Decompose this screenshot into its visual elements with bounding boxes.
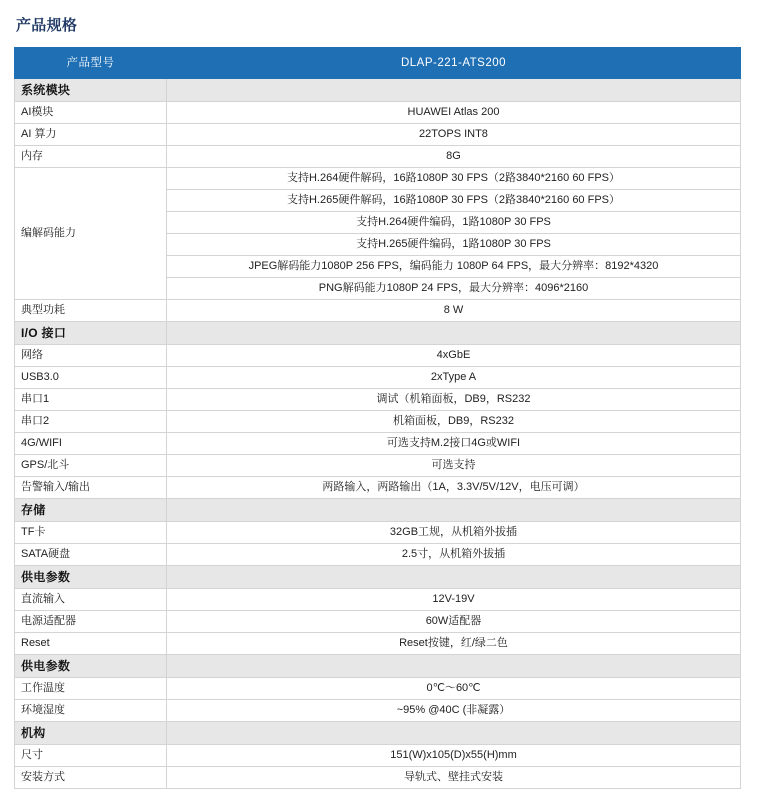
spec-table-body [15, 48, 741, 789]
spec-value: 可选支持M.2接口4G或WIFI [167, 433, 741, 455]
section-header-row [15, 655, 741, 678]
table-row [15, 678, 741, 700]
spec-value-line: PNG解码能力1080P 24 FPS，最大分辨率：4096*2160 [318, 282, 589, 294]
table-row [15, 633, 741, 655]
spec-value: 8G [167, 146, 741, 168]
spec-value: 8 W [167, 300, 741, 322]
header-cell-model-label: 产品型号 [15, 48, 167, 79]
section-title: 机构 [15, 722, 167, 745]
table-row [15, 168, 741, 300]
spec-value: 两路输入，两路输出（1A，3.3V/5V/12V，电压可调） [167, 477, 741, 499]
table-row [15, 146, 741, 168]
section-header-row [15, 322, 741, 345]
spec-label: TF卡 [15, 522, 167, 544]
spec-value: 12V-19V [167, 589, 741, 611]
table-row [15, 367, 741, 389]
table-row [15, 455, 741, 477]
spec-value: 4xGbE [167, 345, 741, 367]
spec-value: 2.5寸，从机箱外拔插 [167, 544, 741, 566]
section-spacer [167, 655, 741, 678]
section-spacer [167, 499, 741, 522]
spec-value: 151(W)x105(D)x55(H)mm [167, 745, 741, 767]
spec-value: 导轨式、壁挂式安装 [167, 767, 741, 789]
product-spec-table [14, 47, 741, 789]
section-header-row [15, 79, 741, 102]
spec-label: 网络 [15, 345, 167, 367]
spec-value: 60W适配器 [167, 611, 741, 633]
spec-label: 串口2 [15, 411, 167, 433]
spec-value [167, 168, 741, 300]
spec-value: ~95% @40C (非凝露） [167, 700, 741, 722]
spec-label: 尺寸 [15, 745, 167, 767]
spec-label: 工作温度 [15, 678, 167, 700]
spec-label: USB3.0 [15, 367, 167, 389]
spec-label: AI 算力 [15, 124, 167, 146]
table-row [15, 411, 741, 433]
section-title: 存储 [15, 499, 167, 522]
table-row [15, 767, 741, 789]
spec-value-line: 支持H.264硬件解码，16路1080P 30 FPS（2路3840*2160 60 FPS） [167, 168, 740, 190]
spec-value: 2xType A [167, 367, 741, 389]
spec-value: 32GB工规，从机箱外拔插 [167, 522, 741, 544]
spec-label: Reset [15, 633, 167, 655]
section-title: 供电参数 [15, 655, 167, 678]
spec-value: 可选支持 [167, 455, 741, 477]
table-row [15, 477, 741, 499]
spec-label: 直流输入 [15, 589, 167, 611]
spec-label: SATA硬盘 [15, 544, 167, 566]
table-row [15, 522, 741, 544]
spec-value-line: JPEG解码能力1080P 256 FPS，编码能力 1080P 64 FPS，最大分辨率：8192*4320 [167, 256, 740, 278]
spec-label: 编解码能力 [15, 168, 167, 300]
spec-value: 调试（机箱面板，DB9，RS232 [167, 389, 741, 411]
section-header-row [15, 566, 741, 589]
spec-value-line: 支持H.265硬件编码，1路1080P 30 FPS [167, 234, 740, 256]
header-cell-model-value: DLAP-221-ATS200 [167, 48, 741, 79]
table-row [15, 102, 741, 124]
section-spacer [167, 566, 741, 589]
table-header-row [15, 48, 741, 79]
spec-label: 告警输入/输出 [15, 477, 167, 499]
section-spacer [167, 79, 741, 102]
table-row [15, 345, 741, 367]
spec-label: 电源适配器 [15, 611, 167, 633]
section-spacer [167, 722, 741, 745]
table-row [15, 700, 741, 722]
spec-label: 环境湿度 [15, 700, 167, 722]
spec-value: Reset按键，红/绿二色 [167, 633, 741, 655]
page-title: 产品规格 [16, 17, 78, 34]
table-row [15, 124, 741, 146]
table-row [15, 544, 741, 566]
spec-label: 内存 [15, 146, 167, 168]
spec-label: 典型功耗 [15, 300, 167, 322]
table-row [15, 745, 741, 767]
section-header-row [15, 722, 741, 745]
section-title: 系统模块 [15, 79, 167, 102]
spec-value: 22TOPS INT8 [167, 124, 741, 146]
spec-value-line: 支持H.264硬件编码，1路1080P 30 FPS [167, 212, 740, 234]
section-header-row [15, 499, 741, 522]
spec-value: HUAWEI Atlas 200 [167, 102, 741, 124]
table-row [15, 300, 741, 322]
spec-value: 机箱面板，DB9，RS232 [167, 411, 741, 433]
table-row [15, 611, 741, 633]
table-row [15, 433, 741, 455]
section-title: 供电参数 [15, 566, 167, 589]
spec-label: 串口1 [15, 389, 167, 411]
spec-label: 安装方式 [15, 767, 167, 789]
spec-value: 0℃～60℃ [167, 678, 741, 700]
section-spacer [167, 322, 741, 345]
spec-label: GPS/北斗 [15, 455, 167, 477]
spec-label: AI模块 [15, 102, 167, 124]
spec-value-line: 支持H.265硬件解码，16路1080P 30 FPS（2路3840*2160 60 FPS） [167, 190, 740, 212]
table-row [15, 589, 741, 611]
spec-label: 4G/WIFI [15, 433, 167, 455]
section-title: I/O 接口 [15, 322, 167, 345]
table-row [15, 389, 741, 411]
